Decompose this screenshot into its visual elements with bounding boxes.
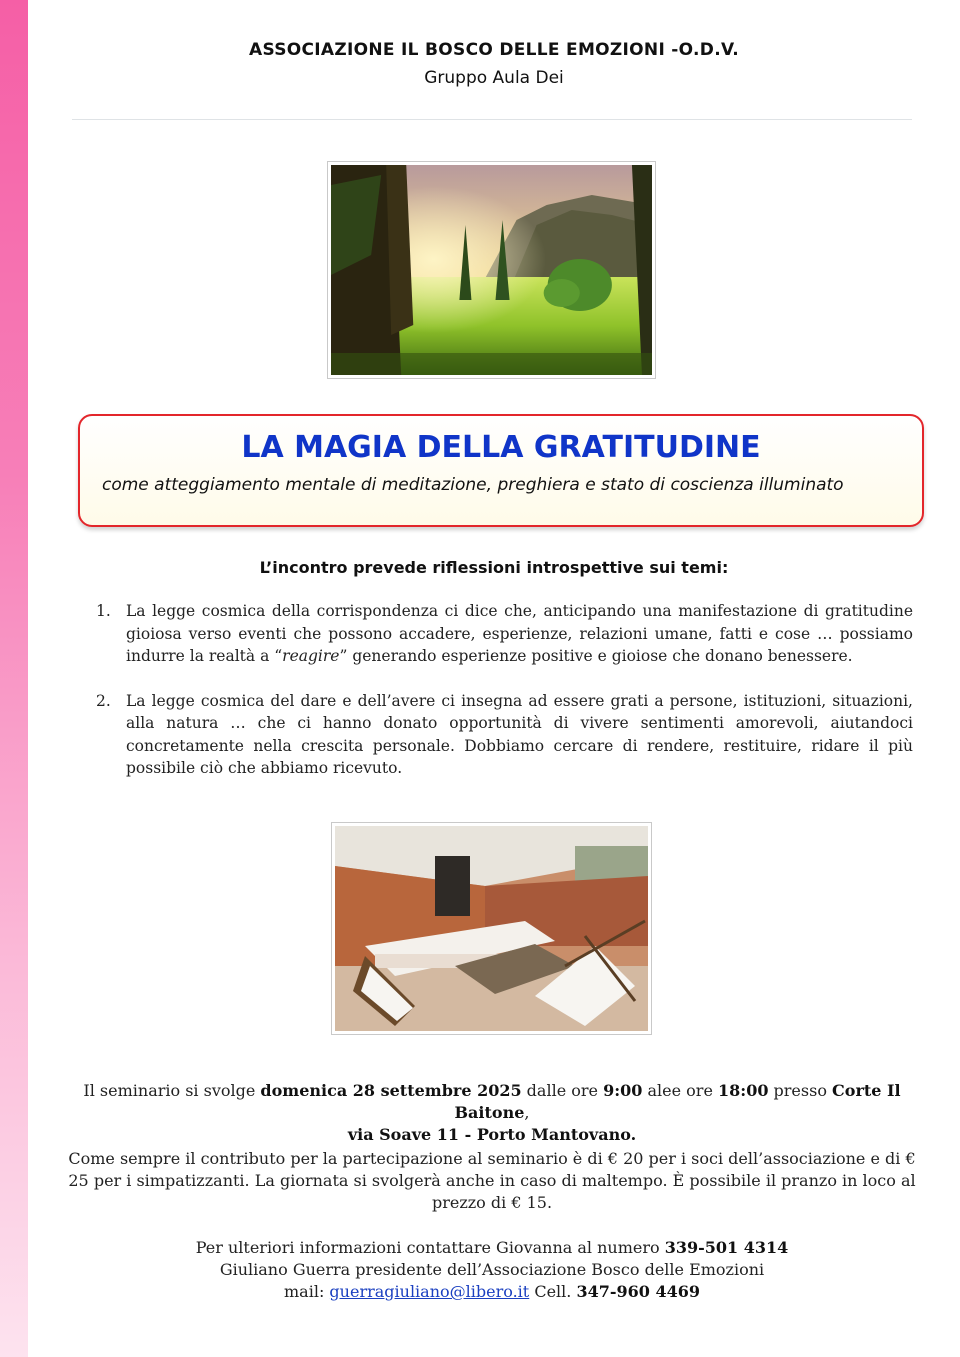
president-line: Giuliano Guerra presidente dell’Associazione Bosco delle Emozioni xyxy=(219,1260,765,1279)
patio-photo xyxy=(331,822,652,1035)
org-group: Gruppo Aula Dei xyxy=(424,68,564,88)
event-end-time: 18:00 xyxy=(718,1081,769,1100)
contact-info: Per ulteriori informazioni contattare Giovanna al numero 339-501 4314 Giuliano Guerra presidente dell’Associazione Bosco delle Emozioni mail: guerragiuliano@libero.it Cell. 347-960 4469 xyxy=(195,1238,789,1301)
title-box xyxy=(78,414,924,527)
event-start-time: 9:00 xyxy=(603,1081,643,1100)
event-date: domenica 28 settembre 2025 xyxy=(260,1081,522,1100)
list-item-number: 1. xyxy=(96,602,111,620)
list-item-number: 2. xyxy=(96,691,111,710)
seminar-subtitle: come atteggiamento mentale di meditazione, preghiera e stato di coscienza illuminato xyxy=(102,475,844,495)
fee-info: Come sempre il contributo per la partecipazione al seminario è di € 20 per i soci dell’associazione e di € 25 per i simpatizzanti. La giornata si svolgerà anche in caso di maltempo. È possibile il pranzo in loco al prezzo di € 15. xyxy=(68,1149,916,1212)
list-item-text: La legge cosmica della corrispondenza ci dice che, anticipando una manifestazione di gratitudine gioiosa verso eventi che possono accadere, esperienze, relazioni umane, fatti e cose … possiamo indurre la realtà a “reagire” generando esperienze positive e gioiose che donano benessere. xyxy=(126,602,913,665)
header-divider xyxy=(72,119,912,120)
seminar-title: LA MAGIA DELLA GRATITUDINE xyxy=(241,430,761,465)
header xyxy=(28,40,960,88)
intro-heading: L’incontro prevede riflessioni introspettive sui temi: xyxy=(259,558,729,577)
phone-giovanna: 339-501 4314 xyxy=(664,1238,789,1257)
email-link[interactable]: guerragiuliano@libero.it xyxy=(329,1282,530,1301)
list-item-text: La legge cosmica del dare e dell’avere ci insegna ad essere grati a persone, istituzioni, situazioni, alla natura … che ci hanno donato opportunità di vivere sentimenti amorevoli, aiutandoci concretamente nella crescita personale. Dobbiamo cercare di rendere, restituire, ridare il più possibile ciò che abbiamo ricevuto. xyxy=(126,691,913,777)
event-venue: Corte Il Baitone xyxy=(454,1081,901,1122)
forest-meadow-photo xyxy=(327,161,656,379)
org-name: ASSOCIAZIONE IL BOSCO DELLE EMOZIONI -O.D.V. xyxy=(249,40,739,60)
event-details: Il seminario si svolge domenica 28 settembre 2025 dalle ore 9:00 alee ore 18:00 presso Corte Il Baitone, via Soave 11 - Porto Mantovano. xyxy=(83,1081,901,1144)
topics-list xyxy=(96,600,913,802)
list-item xyxy=(96,690,913,780)
phone-cell: 347-960 4469 xyxy=(576,1282,700,1301)
decorative-side-bar xyxy=(0,0,28,1357)
list-item xyxy=(96,600,913,668)
event-address: via Soave 11 - Porto Mantovano. xyxy=(347,1125,637,1144)
